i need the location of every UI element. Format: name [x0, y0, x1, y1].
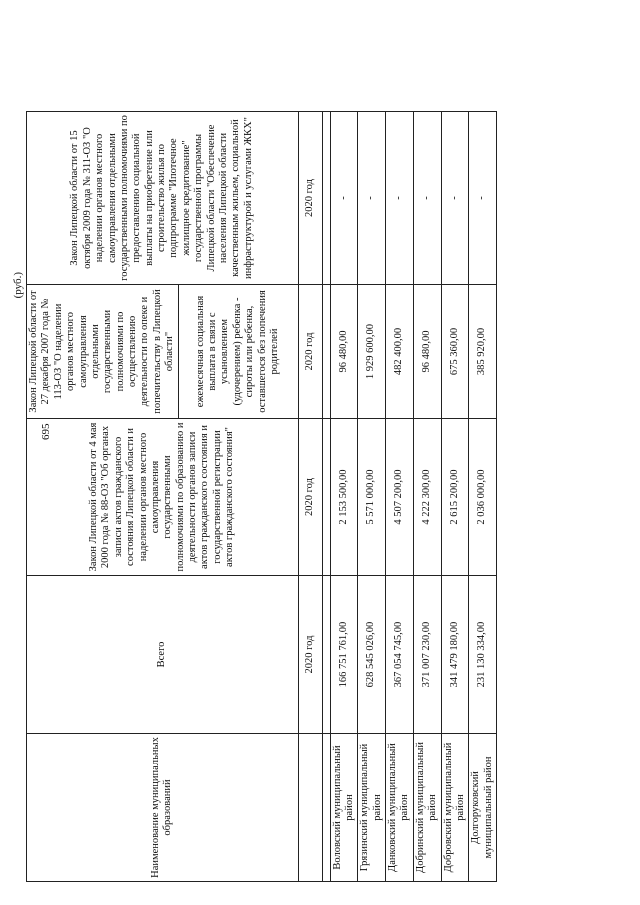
row-housing: - — [469, 112, 497, 285]
row-housing: - — [413, 112, 441, 285]
table-row — [330, 112, 358, 882]
row-total: 371 007 230,00 — [413, 576, 441, 734]
row-housing: - — [358, 112, 386, 285]
table-row — [413, 112, 441, 882]
row-housing: - — [441, 112, 469, 285]
year-total: 2020 год — [298, 576, 322, 734]
row-guardianship: 1 929 600,00 — [358, 285, 386, 419]
header-civil-registry-law: Закон Липецкой области от 4 мая 2000 года № 88-ОЗ "Об органах записи актов гражданского состояния Липецкой области и наделении органов местного самоуправления государственными полномочиями по образованию и деятельности органов записи актов гражданского состояния и государственной регистрации актов гражданского состояния" — [27, 419, 299, 576]
blank-row — [322, 112, 330, 882]
rotated-page — [12, 112, 494, 882]
page-number: 695 — [40, 423, 52, 440]
table-row — [441, 112, 469, 882]
row-name: Данковский муниципальный район — [386, 734, 414, 882]
row-civil: 2 615 200,00 — [441, 419, 469, 576]
row-total: 628 545 026,00 — [358, 576, 386, 734]
row-guardianship: 385 920,00 — [469, 285, 497, 419]
header-guardianship-law: Закон Липецкой области от 27 декабря 2007 года № 113-ОЗ "О наделении органов местного самоуправления отдельными государственными полномочиями по осуществлению деятельности по опеке и попечительству в Липецкой области" — [27, 285, 179, 419]
row-guardianship: 482 400,00 — [386, 285, 414, 419]
header-row-year — [298, 112, 322, 882]
row-name: Грязинский муниципальный район — [358, 734, 386, 882]
budget-table — [26, 111, 497, 882]
row-civil: 2 036 000,00 — [469, 419, 497, 576]
row-civil: 4 507 200,00 — [386, 419, 414, 576]
table-row — [358, 112, 386, 882]
row-total: 367 054 745,00 — [386, 576, 414, 734]
row-guardianship: 96 480,00 — [413, 285, 441, 419]
row-total: 231 130 334,00 — [469, 576, 497, 734]
row-housing: - — [386, 112, 414, 285]
table-row — [386, 112, 414, 882]
row-civil: 2 153 500,00 — [330, 419, 358, 576]
row-total: 166 751 761,00 — [330, 576, 358, 734]
row-guardianship: 675 360,00 — [441, 285, 469, 419]
year-housing: 2020 год — [298, 112, 322, 285]
row-name: Долгоруковский муниципальный район — [469, 734, 497, 882]
row-civil: 4 222 300,00 — [413, 419, 441, 576]
table-row — [469, 112, 497, 882]
row-total: 341 479 180,00 — [441, 576, 469, 734]
year-civil: 2020 год — [298, 419, 322, 576]
header-guardianship-subtitle: ежемесячная социальная выплата в связи с усыновлением (удочерением) ребенка - сироты или ребенка, оставшегося без попечения родителей — [178, 285, 298, 419]
row-housing: - — [330, 112, 358, 285]
row-guardianship: 96 480,00 — [330, 285, 358, 419]
header-total: Всего — [27, 576, 299, 734]
header-row-laws — [27, 112, 179, 882]
unit-note: (руб.) — [12, 272, 24, 299]
header-housing-law: Закон Липецкой области от 15 октября 2009 года № 311-ОЗ "О наделении органов местного самоуправления отдельными государственными полномочиями по предоставлению социальной выплаты на приобретение или строительство жилья по подпрограмме "Ипотечное жилищное кредитование" государственной программы Липецкой области "Обеспечение населения Липецкой области качественным жильем, социальной инфраструктурой и услугами ЖКХ" — [27, 112, 299, 285]
row-name: Добринский муниципальный район — [413, 734, 441, 882]
row-civil: 5 571 000,00 — [358, 419, 386, 576]
row-name: Воловский муниципальный район — [330, 734, 358, 882]
header-name: Наименование муниципальных образований — [27, 734, 299, 882]
row-name: Добровский муниципальный район — [441, 734, 469, 882]
year-guardianship: 2020 год — [298, 285, 322, 419]
year-empty — [298, 734, 322, 882]
